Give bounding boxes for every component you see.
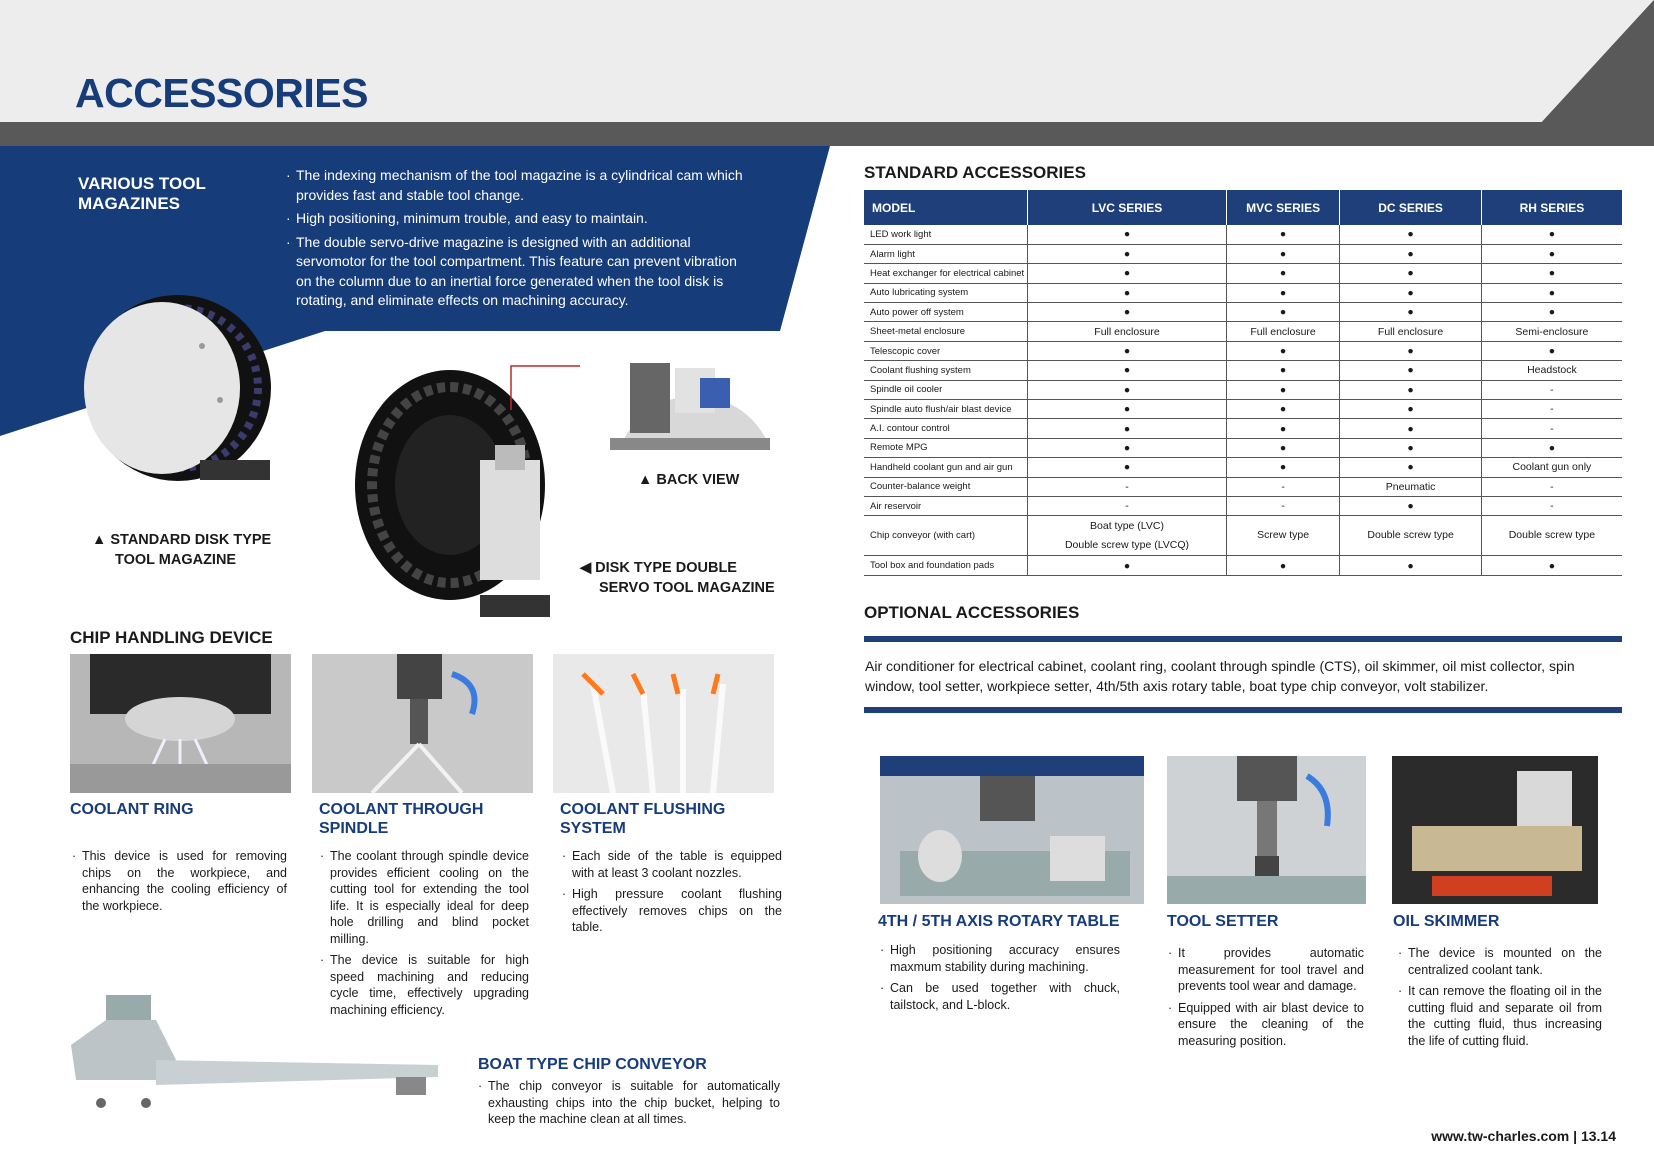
series-cell: ● [1226,419,1340,438]
feature-cell: Alarm light [864,244,1028,263]
feature-cell: Coolant flushing system [864,361,1028,380]
series-cell: - [1028,496,1227,515]
series-cell: ● [1340,244,1481,263]
bullet: · Can be used together with chuck, tailstock, and L-block. [880,980,1120,1013]
bullet: · The chip conveyor is suitable for automatically exhausting chips into the chip bucket, helping to keep the machine clean at all times. [478,1078,780,1128]
rotary-table-title: 4TH / 5TH AXIS ROTARY TABLE [878,913,1120,930]
series-cell: Full enclosure [1028,322,1227,341]
series-cell: ● [1340,496,1481,515]
optional-accessories-text: Air conditioner for electrical cabinet, coolant ring, coolant through spindle (CTS), oil skimmer, oil mist collector, spin window, tool setter, workpiece setter, 4th/5th axis rotary table, boat type chip conveyor, volt stabilizer. [865,658,1575,694]
footer [1431,1128,1616,1144]
series-cell: ● [1028,303,1227,322]
table-row [864,225,1622,244]
feature-cell: Spindle auto flush/air blast device [864,400,1028,419]
table-row [864,303,1622,322]
series-cell: ● [1226,400,1340,419]
series-cell: ● [1481,341,1622,360]
series-cell: Full enclosure [1226,322,1340,341]
caption-line: ◀ DISK TYPE DOUBLE [580,560,737,576]
series-cell: ● [1028,419,1227,438]
table-header-row [864,190,1622,225]
series-cell: ● [1340,556,1481,575]
table-row [864,419,1622,438]
footer-page-number: 13.14 [1580,1128,1616,1144]
tool-setter-title: TOOL SETTER [1167,913,1279,930]
series-cell: - [1481,400,1622,419]
coolant-flushing-bullets [562,848,782,941]
series-cell: Full enclosure [1340,322,1481,341]
table-row [864,556,1622,575]
bullet: · It can remove the floating oil in the cutting fluid and separate oil from the cutting fluid, thus increasing the life of cutting fluid. [1398,983,1602,1049]
series-cell: - [1481,477,1622,496]
feature-cell: Sheet-metal enclosure [864,322,1028,341]
series-cell: - [1481,419,1622,438]
series-cell: ● [1481,283,1622,302]
series-cell: ● [1028,438,1227,457]
callout-line [510,360,580,410]
feature-cell: LED work light [864,225,1028,244]
coolant-ring-bullets [72,848,287,919]
title-line: COOLANT THROUGH [319,801,484,818]
tool-magazines-title: VARIOUS TOOL MAGAZINES [78,174,206,213]
series-cell: ● [1226,380,1340,399]
rotary-table-bullets [880,942,1120,1018]
series-cell: ● [1226,264,1340,283]
table-row [864,400,1622,419]
series-cell: ● [1226,303,1340,322]
rotary-table-image [880,756,1144,904]
bullet: · This device is used for removing chips on the workpiece, and enhancing the cooling efficiency of the workpiece. [72,848,287,914]
bullet: · The device is mounted on the centralized coolant tank. [1398,945,1602,978]
series-cell: - [1226,496,1340,515]
caption-standard-disk [92,530,271,570]
table-row [864,244,1622,263]
bullet: · The double servo-drive magazine is designed with an additional servomotor for the tool compartment. This feature can prevent vibration on the column due to an inertial force generated when the tool disk is rotating, and eliminate effects on machining accuracy. [286,233,756,311]
series-cell: ● [1340,361,1481,380]
feature-cell: Tool box and foundation pads [864,556,1028,575]
table-row [864,516,1622,556]
table-row [864,438,1622,457]
page-title: ACCESSORIES [75,70,368,116]
series-cell: ● [1481,225,1622,244]
coolant-through-spindle-title [319,800,483,838]
series-cell: ● [1226,283,1340,302]
tool-setter-image [1167,756,1366,904]
series-cell: ● [1481,264,1622,283]
chip-conveyor-bullets [478,1078,780,1133]
tool-magazines-bullets [286,166,756,315]
caption-back-view: ▲ BACK VIEW [638,472,740,488]
coolant-flushing-title [560,800,725,838]
back-view-image [600,338,780,453]
bullet: · Each side of the table is equipped with at least 3 coolant nozzles. [562,848,782,881]
table-row [864,264,1622,283]
bullet: · High positioning accuracy ensures maxmum stability during machining. [880,942,1120,975]
bullet: · It provides automatic measurement for tool travel and prevents tool wear and damage. [1168,945,1364,995]
table-row [864,322,1622,341]
oil-skimmer-bullets [1398,945,1602,1054]
series-cell: ● [1340,264,1481,283]
series-cell: ● [1226,556,1340,575]
bullet: · The device is suitable for high speed machining and reducing cycle time, effectively upgrading machining efficiency. [320,952,529,1018]
oil-skimmer-image [1392,756,1598,904]
coolant-ring-image [70,654,291,793]
chip-handling-title: CHIP HANDLING DEVICE [70,628,273,647]
chip-conveyor-title: BOAT TYPE CHIP CONVEYOR [478,1056,707,1073]
series-cell: Double screw type [1481,516,1622,556]
caption-line: ▲ STANDARD DISK TYPE [92,532,272,548]
series-cell: ● [1028,458,1227,477]
series-cell: - [1481,496,1622,515]
series-cell: ● [1028,283,1227,302]
standard-accessories-title: STANDARD ACCESSORIES [864,163,1086,182]
feature-cell: Handheld coolant gun and air gun [864,458,1028,477]
series-cell: ● [1340,458,1481,477]
oil-skimmer-title: OIL SKIMMER [1393,913,1500,930]
feature-cell: Chip conveyor (with cart) [864,516,1028,556]
series-cell: ● [1028,380,1227,399]
table-row [864,477,1622,496]
series-cell: ● [1481,303,1622,322]
coolant-through-spindle-image [312,654,533,793]
series-cell: ● [1340,341,1481,360]
series-cell: ● [1028,264,1227,283]
feature-cell: Heat exchanger for electrical cabinet [864,264,1028,283]
series-cell: ● [1028,361,1227,380]
standard-disk-magazine-image [70,290,285,500]
standard-accessories-table [864,190,1622,576]
series-cell: ● [1340,419,1481,438]
divider [864,636,1622,642]
feature-cell: Spindle oil cooler [864,380,1028,399]
feature-cell: Air reservoir [864,496,1028,515]
series-cell: Screw type [1226,516,1340,556]
series-cell: Coolant gun only [1481,458,1622,477]
series-cell: ● [1226,225,1340,244]
feature-cell: Remote MPG [864,438,1028,457]
series-cell: Headstock [1481,361,1622,380]
feature-cell: Auto lubricating system [864,283,1028,302]
feature-cell: A.I. contour control [864,419,1028,438]
series-cell: - [1028,477,1227,496]
chip-conveyor-image [66,985,446,1120]
footer-separator: | [1573,1128,1578,1144]
table-row [864,458,1622,477]
series-cell: Semi-enclosure [1481,322,1622,341]
table-row [864,496,1622,515]
series-cell: ● [1340,438,1481,457]
header-cell: MODEL [864,190,1028,225]
title-line: SYSTEM [560,820,626,837]
coolant-ring-title: COOLANT RING [70,801,194,818]
header-bar [0,122,1654,146]
series-cell: ● [1340,380,1481,399]
series-cell: ● [1028,341,1227,360]
series-cell: ● [1028,225,1227,244]
series-cell: ● [1340,225,1481,244]
header-cell: DC SERIES [1340,190,1481,225]
optional-accessories-title: OPTIONAL ACCESSORIES [864,603,1080,622]
bullet: · High pressure coolant flushing effectively removes chips on the table. [562,886,782,936]
series-cell: ● [1226,244,1340,263]
series-cell: ● [1226,458,1340,477]
caption-double-servo [580,558,775,598]
series-cell: ● [1226,341,1340,360]
tool-setter-bullets [1168,945,1364,1054]
table-row [864,283,1622,302]
caption-line: TOOL MAGAZINE [115,552,237,568]
series-cell: ● [1481,244,1622,263]
feature-cell: Telescopic cover [864,341,1028,360]
series-cell: Double screw type [1340,516,1481,556]
series-cell: ● [1028,244,1227,263]
series-cell: ● [1340,303,1481,322]
feature-cell: Auto power off system [864,303,1028,322]
series-cell: ● [1028,400,1227,419]
bullet: · The indexing mechanism of the tool magazine is a cylindrical cam which provides fast and stable tool change. [286,166,756,205]
series-cell: - [1226,477,1340,496]
series-cell: ● [1226,438,1340,457]
series-cell: ● [1340,400,1481,419]
caption-line: SERVO TOOL MAGAZINE [599,580,775,596]
series-cell: ● [1481,556,1622,575]
header-cell: MVC SERIES [1226,190,1340,225]
series-cell: ● [1481,438,1622,457]
series-cell: ● [1226,361,1340,380]
header-cell: LVC SERIES [1028,190,1227,225]
header-cell: RH SERIES [1481,190,1622,225]
table-row [864,380,1622,399]
series-cell: ● [1340,283,1481,302]
bullet: · High positioning, minimum trouble, and easy to maintain. [286,209,756,229]
series-cell: Pneumatic [1340,477,1481,496]
footer-url: www.tw-charles.com [1431,1128,1570,1144]
feature-cell: Counter-balance weight [864,477,1028,496]
bullet: · Equipped with air blast device to ensure the cleaning of the measuring position. [1168,1000,1364,1050]
table-row [864,341,1622,360]
header-corner-shape [1440,0,1654,146]
coolant-flushing-system-image [553,654,774,793]
title-line: SPINDLE [319,820,389,837]
series-cell: ● [1028,556,1227,575]
title-line: COOLANT FLUSHING [560,801,726,818]
divider [864,707,1622,713]
series-cell: - [1481,380,1622,399]
series-cell: Boat type (LVC) Double screw type (LVCQ) [1028,516,1227,556]
bullet: · The coolant through spindle device provides efficient cooling on the cutting tool for extending the tool life. It is especially ideal for deep hole drilling and blind pocket milling. [320,848,529,947]
table-row [864,361,1622,380]
